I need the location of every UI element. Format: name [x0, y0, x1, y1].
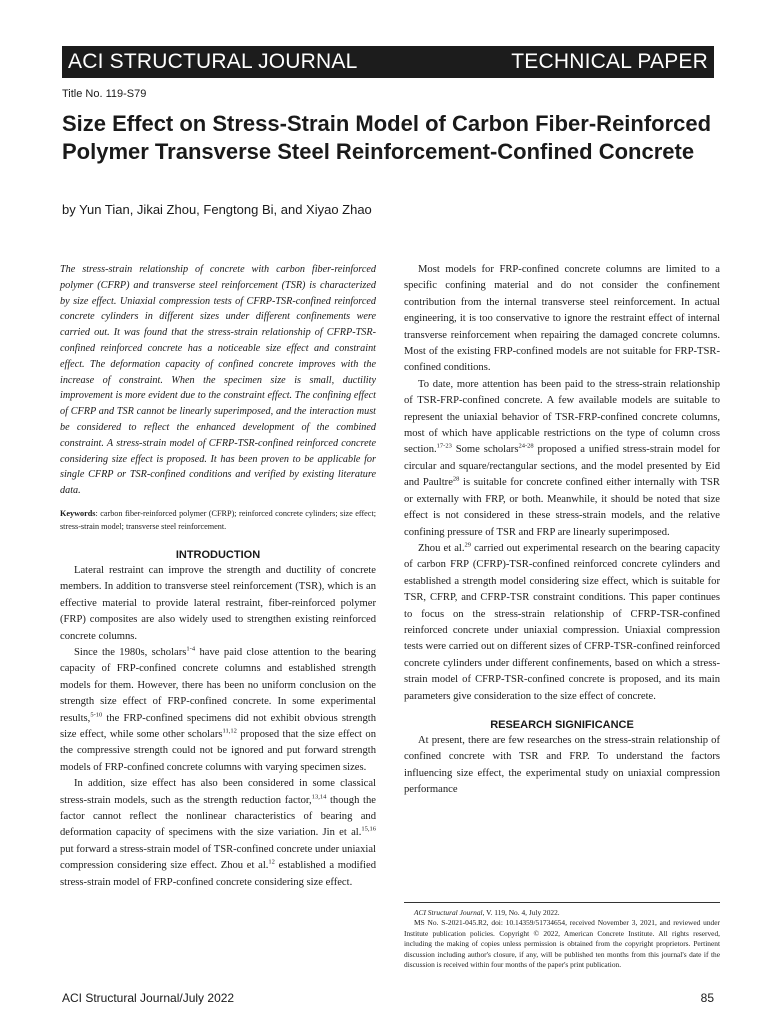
keywords-text: : carbon fiber-reinforced polymer (CFRP); reinforced concrete cylinders; size effect; stress-strain model; transverse steel reinforcement.	[60, 508, 376, 531]
author-list: by Yun Tian, Jikai Zhou, Fengtong Bi, and Xiyao Zhao	[62, 202, 372, 217]
right-column	[404, 262, 720, 799]
journal-banner	[62, 46, 714, 78]
footnote-journal: ACI Structural Journal	[414, 908, 483, 917]
citation: 15,16	[361, 825, 376, 833]
title-number: Title No. 119-S79	[62, 88, 147, 100]
paper-title: Size Effect on Stress-Strain Model of Carbon Fiber-Reinforced Polymer Transverse Steel Reinforcement-Confined Concrete	[62, 111, 712, 164]
citation: 11,12	[222, 727, 237, 735]
citation: 13,14	[311, 793, 327, 801]
citation: 28	[452, 475, 460, 483]
footnote-journal-line: ACI Structural Journal, V. 119, No. 4, July 2022.	[414, 908, 560, 917]
citation: 29	[464, 541, 472, 549]
intro-paragraph-4: Most models for FRP-confined concrete columns are limited to a specific confining material and do not consider the confinement contribution from the internal transverse steel reinforcement. In actual engineering, it is too conservative to ignore the restraint effect of internal transverse reinforcement when repairing the damaged concrete columns. Most of the existing FRP-confined models are not suitable for FRP-TSR-confined conditions.	[404, 264, 720, 374]
intro-paragraph-2: Since the 1980s, scholars$^{1-4}$ have paid close attention to the bearing capacity of FRP-confined concrete columns and established strength models for them. However, there has been no uniform conclusion on the strength size effect of FRP-confined concrete. In some experimental results,$^{5-10}$ the FRP-confined specimens did not exhibit obvious strength size effect, while some other scholars$^{11,12}$ proposed that the size effect on the compressive strength could not be ignored and put forward strength models of FRP-confined concrete columns with varying specimen sizes.	[60, 645, 376, 773]
publication-footnote	[404, 902, 720, 970]
left-column	[60, 262, 376, 891]
citation: 12	[268, 858, 275, 866]
introduction-heading: INTRODUCTION	[175, 548, 261, 561]
footer-journal-date: ACI Structural Journal/July 2022	[62, 991, 235, 1005]
keywords	[60, 507, 376, 533]
citation: 1-4	[186, 645, 196, 653]
footnote-details: MS No. S-2021-045.R2, doi: 10.14359/51734654, received November 3, 2021, and reviewed under Institute publication policies. Copyright © 2022, American Concrete Institute. All rights reserved, including the making of copies unless permission is obtained from the copyright proprietors. Pertinent discussion including author's closure, if any, will be published ten months from this journal's date if the discussion is received within four months of the paper's print publication.	[404, 918, 720, 970]
keywords-label: Keywords	[60, 508, 96, 518]
intro-paragraph-3: In addition, size effect has also been considered in some classical stress-strain models, such as the strength reduction factor,$^{13,14}$ though the factor cannot reflect the nonlinear characteristics of bearing and deformation capacity of specimens with the size variation. Jin et al.$^{15,16}$ put forward a stress-strain model of TSR-confined concrete under uniaxial compression considering size effect. Zhou et al.$^{12}$ established a modified stress-strain model of FRP-confined concrete considering size effect.	[60, 778, 376, 888]
page-footer	[62, 991, 714, 1005]
intro-paragraph-6: Zhou et al.$^{29}$ carried out experimental research on the bearing capacity of carbon FRP (CFRP)-TSR-confined reinforced concrete cylinders and established a strength model considering size effect, which is suitable for TSR, CFRP, and CFRP-TSR constraint conditions. This paper continues to focus on the stress-strain relationship of CFRP-TSR-confined reinforced concrete under uniaxial compression. Uniaxial compression tests were carried out on different sizes of CFRP-TSR-confined reinforced concrete cylinders under different confinements, based on which a stress-strain model of CFRP-TSR-confined concrete is proposed, and its main parameters give consideration to the size effect of concrete.	[404, 541, 721, 702]
intro-paragraph-5: To date, more attention has been paid to the stress-strain relationship of TSR-FRP-confined concrete. A few available models are suitable to represent the uniaxial behavior of TSR-FRP-confined concrete columns, most of which have applicable restrictions on the type of column cross section.$^{17-23}$ Some scholars$^{24-28}$ proposed a unified stress-strain model for circular and square/rectangular sections, and the model presented by Eid and Paultre$^{28}$ is suitable for concrete confined either internally with TSR or externally with FRP, or both. Meanwhile, it should be noted that size effect is not considered in these stress-strain models, and the relative confining pressure of TSR and FRP are linearly superimposed.	[404, 378, 720, 538]
citation: 5-10	[90, 711, 103, 719]
abstract: The stress-strain relationship of concrete with carbon fiber-reinforced polymer (CFRP) and transverse steel reinforcement (TSR) is characterized by size effect. Uniaxial compression tests of CFRP-TSR-confined reinforced concrete cylinders in different sizes under different confinements were carried out. It was found that the stress-strain relationship of CFRP-TSR-confined reinforced concrete has a noticeable size effect and constraint effect. The deformation capacity of confined concrete improves with the increase of constraint. When the specimen size is small, ductility improvement is more evident due to the constraint effect. The confining effect of CFRP and TSR cannot be linearly superimposed, and the interaction must be considered to reflect the enhanced development of the combined constraint. A stress-strain model of CFRP-TSR-confined reinforced concrete considering size effect is proposed. It has been proven to be applicable for single CFRP or TSR-confined conditions and verified by existing literature data.	[60, 264, 376, 497]
intro-paragraph-1: Lateral restraint can improve the strength and ductility of concrete members. In addition to transverse steel reinforcement (TSR), which is an effective material to provide lateral restraint, fiber-reinforced polymer (FRP) composites are also widely used to strengthen existing reinforced concrete columns.	[60, 564, 376, 642]
citation: 24-28	[518, 442, 534, 450]
journal-name: ACI STRUCTURAL JOURNAL	[68, 50, 358, 73]
paper-type: TECHNICAL PAPER	[511, 50, 708, 73]
citation: 17-23	[436, 442, 452, 450]
research-significance-heading: RESEARCH SIGNIFICANCE	[490, 718, 634, 731]
research-significance-paragraph: At present, there are few researches on the stress-strain relationship of confined concrete with TSR and FRP. To understand the factors influencing size effect, the experimental study on uniaxial compression performance	[404, 734, 720, 796]
page-number: 85	[700, 991, 714, 1005]
